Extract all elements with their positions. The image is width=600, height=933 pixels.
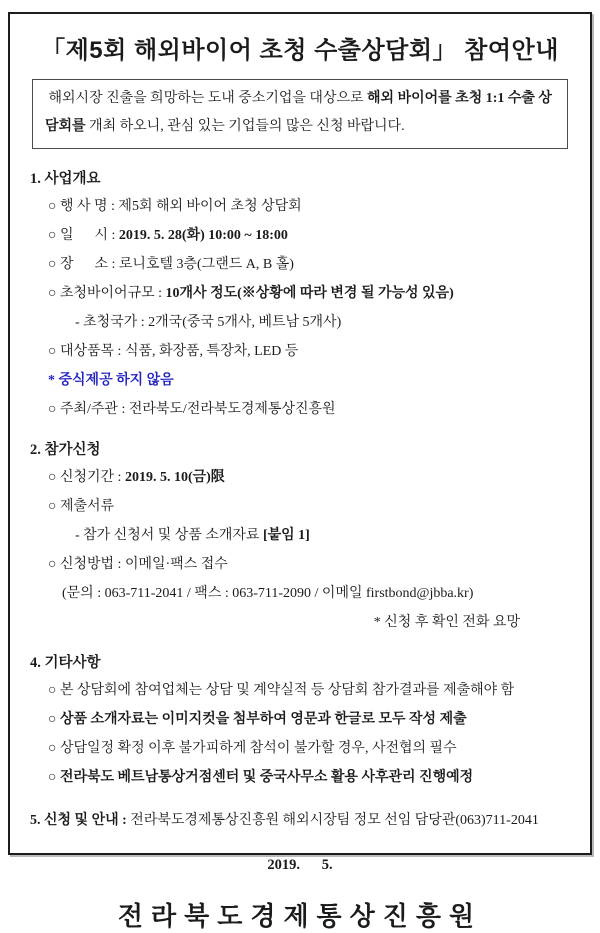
item-host-organizer xyxy=(48,399,570,420)
intro-summary-box xyxy=(32,79,568,149)
item-text: ○ 제출서류 xyxy=(48,499,115,514)
intro-text-strong: 해외 바이어를 초청 1:1 수출 상담회를 xyxy=(45,91,552,134)
item-required-documents xyxy=(48,496,570,517)
item-schedule-notice xyxy=(48,738,570,759)
section-misc-heading: 4. 기타사항 xyxy=(30,655,101,671)
item-strong: ○ 상품 소개자료는 이미지컷을 첨부하여 영문과 한글로 모두 작성 제출 xyxy=(48,712,467,727)
document-page xyxy=(8,12,592,931)
section-application xyxy=(30,438,570,633)
item-text: ○ 대상품목 : 식품, 화장품, 특장차, LED 등 xyxy=(48,344,299,359)
note-no-lunch xyxy=(48,370,570,391)
item-contact-info xyxy=(62,583,570,604)
item-text: ○ 일 시 : xyxy=(48,228,119,243)
item-document-detail xyxy=(75,525,570,546)
item-text: * 신청 후 확인 전화 요망 xyxy=(373,615,520,630)
item-text: ○ 본 상담회에 참여업체는 상담 및 계약실적 등 상담회 참가결과를 제출해야 함 xyxy=(48,683,515,698)
page-title: 「제5회 해외바이어 초청 수출상담회」 참여안내 xyxy=(41,37,559,64)
item-text: - 초청국가 : 2개국(중국 5개사, 베트남 5개사) xyxy=(75,315,342,330)
section-contact-value: 전라북도경제통상진흥원 해외시장팀 정모 선임 담당관(063)711-2041 xyxy=(130,813,539,828)
section-application-heading: 2. 참가신청 xyxy=(30,442,101,458)
item-result-report xyxy=(48,680,570,701)
note-confirm-call xyxy=(48,612,570,633)
item-followup-plan xyxy=(48,767,570,788)
item-application-period xyxy=(48,467,570,488)
section-misc xyxy=(30,651,570,788)
item-application-method xyxy=(48,554,570,575)
item-strong: ○ 전라북도 베트남통상거점센터 및 중국사무소 활용 사후관리 진행예정 xyxy=(48,770,474,785)
section-overview xyxy=(30,167,570,420)
item-text: ○ 신청기간 : xyxy=(48,470,125,485)
org-name: 전라북도경제통상진흥원 xyxy=(117,902,483,931)
item-invited-countries xyxy=(75,312,570,333)
section-contact-line xyxy=(30,810,570,831)
item-text: ○ 신청방법 : 이메일·팩스 접수 xyxy=(48,557,228,572)
item-strong: 2019. 5. 28(화) 10:00 ~ 18:00 xyxy=(118,228,288,243)
item-date-time xyxy=(48,225,570,246)
intro-text-pre: 해외시장 진출을 희망하는 도내 중소기업을 대상으로 xyxy=(45,91,368,106)
item-text: ○ 상담일정 확정 이후 불가피하게 참석이 불가할 경우, 사전협의 필수 xyxy=(48,741,457,756)
item-target-products xyxy=(48,341,570,362)
intro-text-post: 개최 하오니, 관심 있는 기업들의 많은 신청 바랍니다. xyxy=(85,119,405,134)
item-text: ○ 장 소 : 로니호텔 3층(그랜드 A, B 홀) xyxy=(48,257,294,272)
item-text: ○ 행 사 명 : 제5회 해외 바이어 초청 상담회 xyxy=(48,199,302,214)
date-line: 2019. 5. xyxy=(267,857,333,873)
item-text: ○ 초청바이어규모 : xyxy=(48,286,166,301)
item-text: - 참가 신청서 및 상품 소개자료 xyxy=(75,528,263,543)
item-strong: 2019. 5. 10(금)限 xyxy=(124,470,225,485)
item-event-name xyxy=(48,196,570,217)
item-buyer-scale xyxy=(48,283,570,304)
section-overview-heading: 1. 사업개요 xyxy=(30,171,101,187)
item-strong: 10개사 정도(※상황에 따라 변경 될 가능성 있음) xyxy=(165,286,454,301)
item-strong: [붙임 1] xyxy=(262,528,310,543)
item-text: (문의 : 063-711-2041 / 팩스 : 063-711-2090 / 이메일 firstbond@jbba.kr) xyxy=(62,586,474,601)
item-venue xyxy=(48,254,570,275)
item-strong: * 중식제공 하지 않음 xyxy=(48,373,174,388)
item-text: ○ 주최/주관 : 전라북도/전라북도경제통상진흥원 xyxy=(48,402,336,417)
item-product-intro-requirement xyxy=(48,709,570,730)
section-contact-heading: 5. 신청 및 안내 : xyxy=(30,813,131,828)
